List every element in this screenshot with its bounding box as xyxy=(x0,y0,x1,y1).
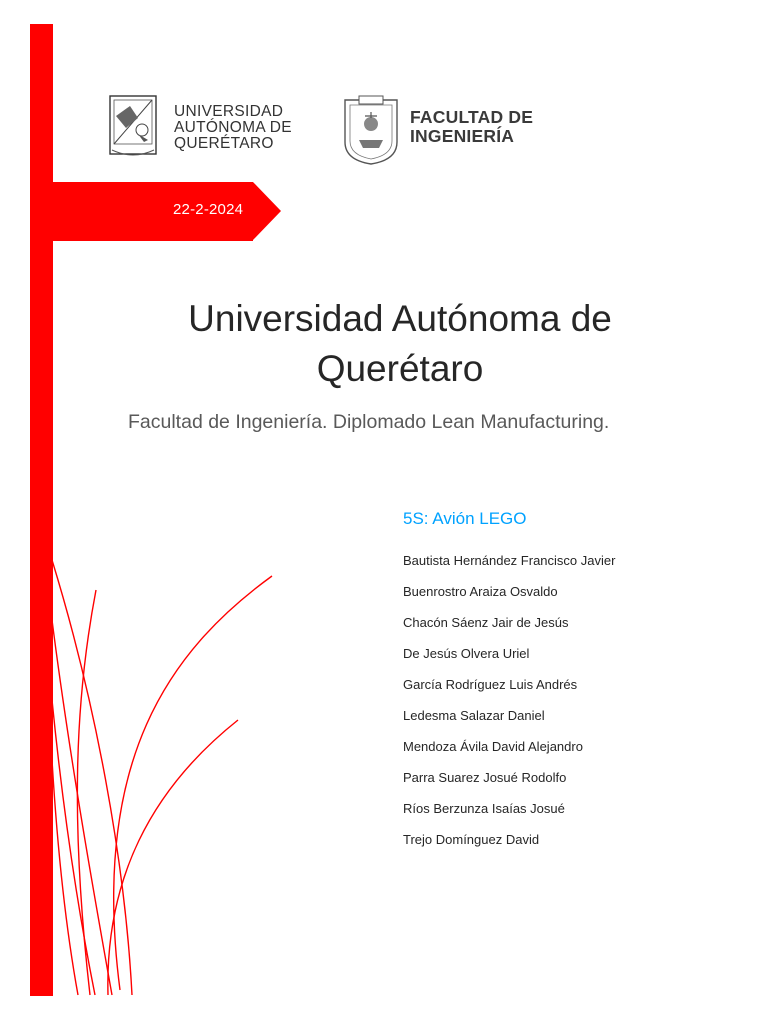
fi-logo-line1: FACULTAD DE xyxy=(410,107,534,127)
author-list xyxy=(403,545,615,855)
page-title xyxy=(100,294,700,394)
date-ribbon xyxy=(53,182,253,241)
author-item: Ríos Berzunza Isaías Josué xyxy=(403,801,565,816)
author-item: Mendoza Ávila David Alejandro xyxy=(403,739,583,754)
uaq-logo xyxy=(108,94,292,162)
author-item: Chacón Sáenz Jair de Jesús xyxy=(403,615,569,630)
project-title: 5S: Avión LEGO xyxy=(403,509,527,528)
author-item: Buenrostro Araiza Osvaldo xyxy=(403,584,558,599)
author-item: García Rodríguez Luis Andrés xyxy=(403,677,578,692)
uaq-logo-line1: UNIVERSIDAD xyxy=(174,103,284,120)
document-date: 22-2-2024 xyxy=(173,201,244,218)
uaq-logo-line3: QUERÉTARO xyxy=(174,135,274,152)
uaq-logo-line2: AUTÓNOMA DE xyxy=(174,119,292,136)
fi-seal-icon xyxy=(339,94,403,166)
author-item: Trejo Domínguez David xyxy=(403,832,540,847)
page-subtitle: Facultad de Ingeniería. Diplomado Lean Manufacturing. xyxy=(128,411,610,433)
fi-logo-line2: INGENIERÍA xyxy=(410,126,515,146)
page-title-line1: Universidad Autónoma de xyxy=(188,298,612,339)
uaq-seal-icon xyxy=(108,94,158,160)
author-item: Ledesma Salazar Daniel xyxy=(403,708,545,723)
author-item: De Jesús Olvera Uriel xyxy=(403,646,530,661)
fi-logo xyxy=(339,94,534,166)
author-item: Bautista Hernández Francisco Javier xyxy=(403,553,616,568)
page-title-line2: Querétaro xyxy=(316,348,484,389)
author-item: Parra Suarez Josué Rodolfo xyxy=(403,770,567,785)
accent-side-bar xyxy=(30,24,53,996)
